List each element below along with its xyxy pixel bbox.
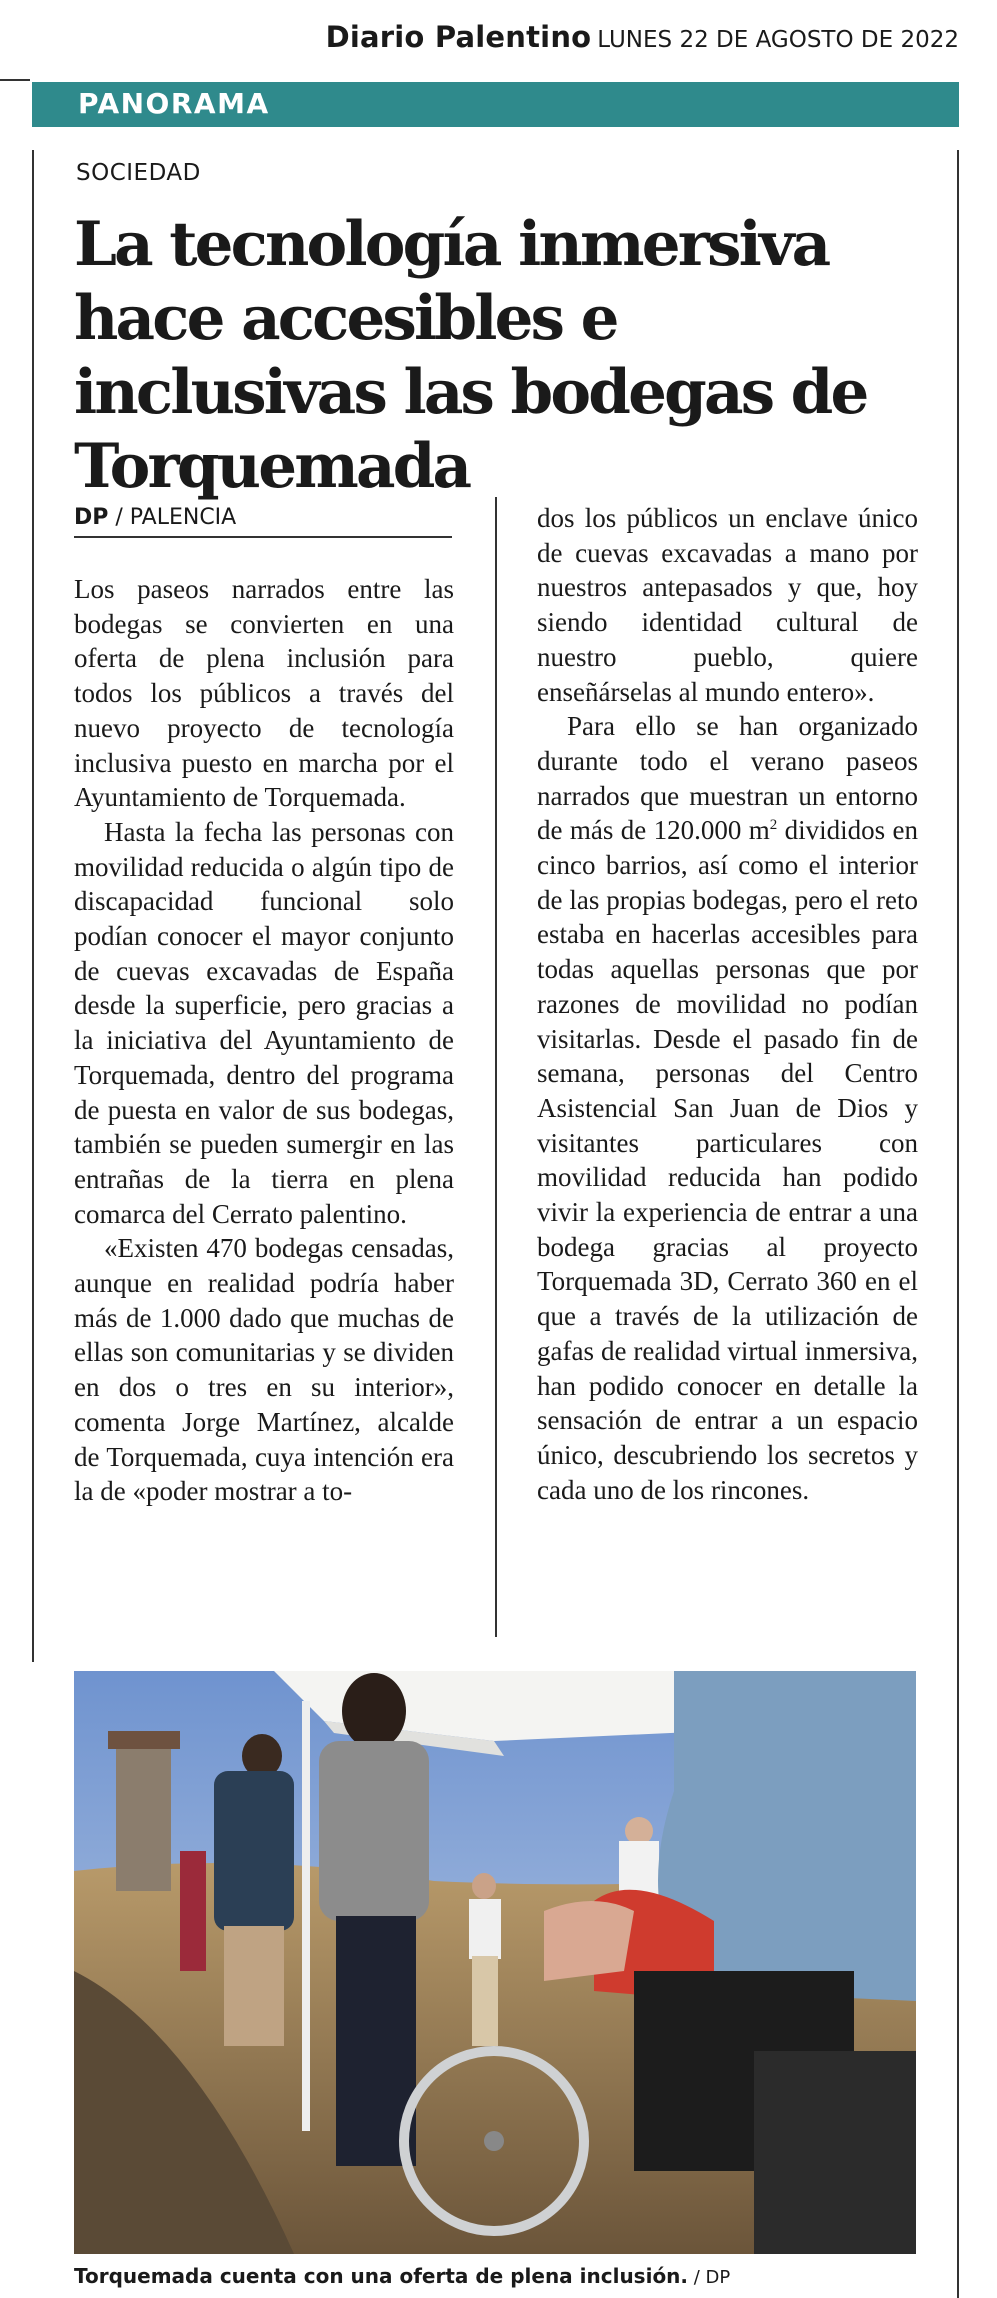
article-column-1: [74, 572, 454, 1509]
photo-caption: [74, 2264, 730, 2288]
paragraph: [537, 709, 918, 1507]
paragraph: dos los públicos un enclave único de cuevas excavadas a mano por nuestros antepasados y que, hoy siendo identidad cultural de nuestro pueblo, quiere enseñárselas al mundo entero».: [537, 503, 918, 707]
article-photo: [74, 1671, 916, 2254]
section-label: SOCIEDAD: [76, 160, 201, 186]
caption-credit-separator: /: [688, 2267, 706, 2288]
page-right-rule: [957, 150, 959, 2298]
article-column-2: [537, 501, 918, 1507]
page-left-rule: [32, 150, 34, 1662]
publication-date: LUNES 22 DE AGOSTO DE 2022: [597, 27, 959, 53]
paragraph: Los paseos narrados entre las bodegas se convierten en una oferta de plena inclusión para todos los públicos a través del nuevo proyecto de tecnología inclusiva puesto en marcha por el Ayuntamiento de Torquemada.: [74, 574, 454, 813]
banner-label: PANORAMA: [78, 87, 270, 120]
paragraph: «Existen 470 bodegas censadas, aunque en realidad podría haber más de 1.000 dado que muchas de ellas son comunitarias y se dividen en dos o tres en su interior», comenta Jorge Martínez, alcalde de Torquemada, cuya intención era la de «poder mostrar a to-: [74, 1233, 454, 1507]
byline-place: PALENCIA: [129, 505, 237, 530]
masthead: [0, 20, 959, 54]
byline: [74, 505, 452, 538]
byline-separator: /: [108, 505, 130, 530]
top-rule: [0, 79, 30, 81]
caption-text: Torquemada cuenta con una oferta de plena inclusión.: [74, 2264, 689, 2288]
newspaper-name: Diario Palentino: [325, 20, 592, 54]
section-banner: [32, 82, 959, 127]
superscript: 2: [769, 817, 778, 834]
headline: La tecnología inmersiva hace accesibles e inclusivas las bodegas de Torquemada: [74, 209, 867, 502]
photo-credit: DP: [705, 2267, 731, 2288]
paragraph-text-start: Para ello se han organizado durante todo el verano paseos narrados que muestran un entorno de más de 120.000 m: [537, 711, 918, 846]
column-divider: [495, 497, 497, 1637]
paragraph-text-end: divididos en cinco barrios, así como el interior de las propias bodegas, pero el reto estaba en hacerlas accesibles para todas aquellas personas que por razones de movilidad no podían visitarlas. Desde el pasado fin de semana, personas del Centro Asistencial San Juan de Dios y visitantes particulares con movilidad reducida han podido vivir la experiencia de entrar a una bodega gracias al proyecto Torquemada 3D, Cerrato 360 en el que a través de la utilización de gafas de realidad virtual inmersiva, han podido conocer en detalle la sensación de entrar a un espacio único, descubriendo los secretos y cada uno de los rincones.: [537, 815, 918, 1505]
paragraph: Hasta la fecha las personas con movilidad reducida o algún tipo de discapacidad funcional solo podían conocer el mayor conjunto de cuevas excavadas de España desde la superficie, pero gracias a la iniciativa del Ayuntamiento de Torquemada, dentro del programa de puesta en valor de sus bodegas, también se pueden sumergir en las entrañas de la tierra en plena comarca del Cerrato palentino.: [74, 816, 454, 1229]
byline-agency: DP: [74, 505, 109, 530]
